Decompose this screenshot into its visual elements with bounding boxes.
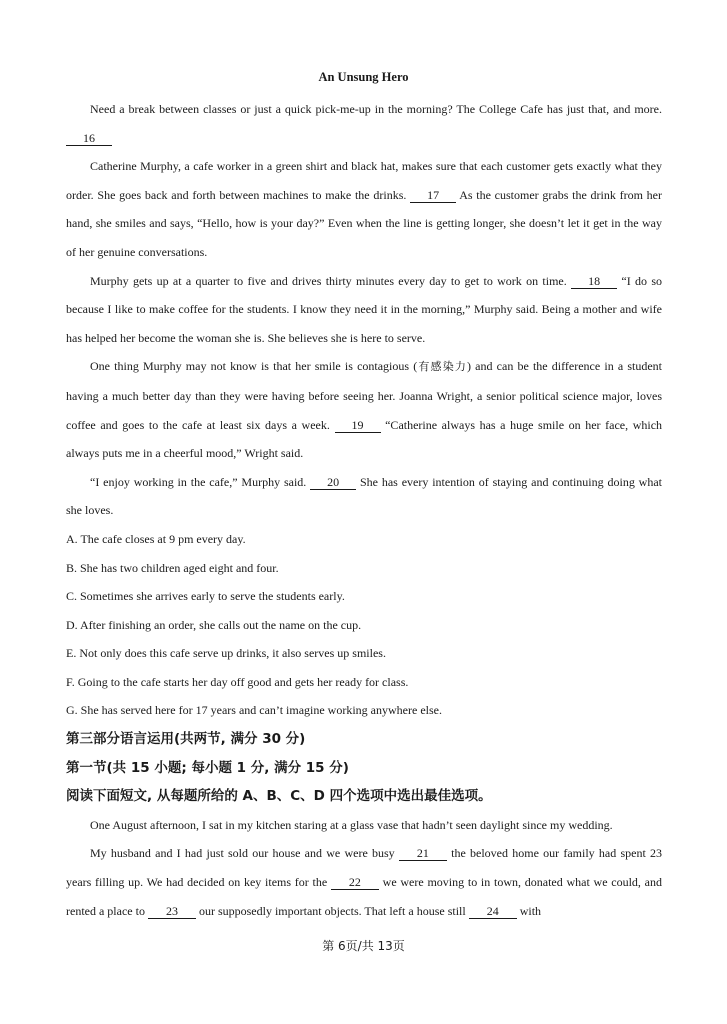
paragraph-5: “I enjoy working in the cafe,” Murphy said. 20 She has every intention of staying and continuing doing what she loves. (66, 474, 663, 518)
passage2-paragraph-2: My husband and I had just sold our house and we were busy 21 the beloved home our family had spent 23 years filling up. We had decided on key items for the 22 we were moving to in town, donated what we could, and rented a place to 23 our supposedly important objects. That left a house still 24 with (66, 846, 663, 918)
option-g: G. She has served here for 17 years and can’t imagine working anywhere else. (66, 703, 442, 718)
option-a: A. The cafe closes at 9 pm every day. (66, 531, 246, 546)
option-c: C. Sometimes she arrives early to serve the students early. (66, 589, 345, 604)
blank-17: 17 (410, 188, 456, 203)
blank-19: 19 (335, 418, 381, 433)
page-footer: 第 6页/共 13页 (322, 939, 405, 953)
blank-23: 23 (148, 904, 196, 919)
passage-title: An Unsung Hero (318, 70, 409, 84)
document-body (66, 95, 662, 925)
section-heading-section1: 第一节(共 15 小题; 每小题 1 分, 满分 15 分) (66, 759, 349, 776)
option-f: F. Going to the cafe starts her day off good and gets her ready for class. (66, 674, 409, 689)
paragraph-1: Need a break between classes or just a quick pick-me-up in the morning? The College Cafe has just that, and more. 16 (66, 95, 662, 152)
option-b: B. She has two children aged eight and four. (66, 560, 279, 575)
blank-22: 22 (331, 875, 379, 890)
chinese-gloss: 有感染力 (417, 360, 468, 374)
option-e: E. Not only does this cafe serve up drinks, it also serves up smiles. (66, 646, 386, 661)
blank-20: 20 (310, 475, 356, 490)
blank-16: 16 (66, 131, 112, 146)
blank-24: 24 (469, 904, 517, 919)
blank-21: 21 (399, 846, 447, 861)
section-instructions: 阅读下面短文, 从每题所给的 A、B、C、D 四个选项中选出最佳选项。 (66, 788, 492, 805)
paragraph-2: Catherine Murphy, a cafe worker in a green shirt and black hat, makes sure that each customer gets exactly what they order. She goes back and forth between machines to make the drinks. 17 As the customer grabs the drink from her hand, she smiles and says, “Hello, how is your day?” Even when the line is getting longer, she doesn’t let it get in the way of her genuine conversations. (66, 159, 662, 259)
option-d: D. After finishing an order, she calls out the name on the cup. (66, 617, 362, 632)
blank-18: 18 (571, 274, 617, 289)
paragraph-4: One thing Murphy may not know is that her smile is contagious (有感染力) and can be the difference in a student having a much better day than they were having before seeing her. Joanna Wright, a senior political science major, loves coffee and goes to the cafe at least six days a week. 19 “Catherine always has a huge smile on her face, which always puts me in a cheerful mood,” Wright said. (66, 359, 663, 461)
passage2-paragraph-1: One August afternoon, I sat in my kitchen staring at a glass vase that hadn’t seen daylight since my wedding. (90, 817, 613, 832)
section-heading-part3: 第三部分语言运用(共两节, 满分 30 分) (66, 731, 306, 748)
paragraph-3: Murphy gets up at a quarter to five and drives thirty minutes every day to get to work on time. 18 “I do so because I like to make coffee for the students. I know they need it in the morning,” Murphy said. Being a mother and wife has helped her become the woman she is. She believes she is here to serve. (66, 273, 662, 345)
